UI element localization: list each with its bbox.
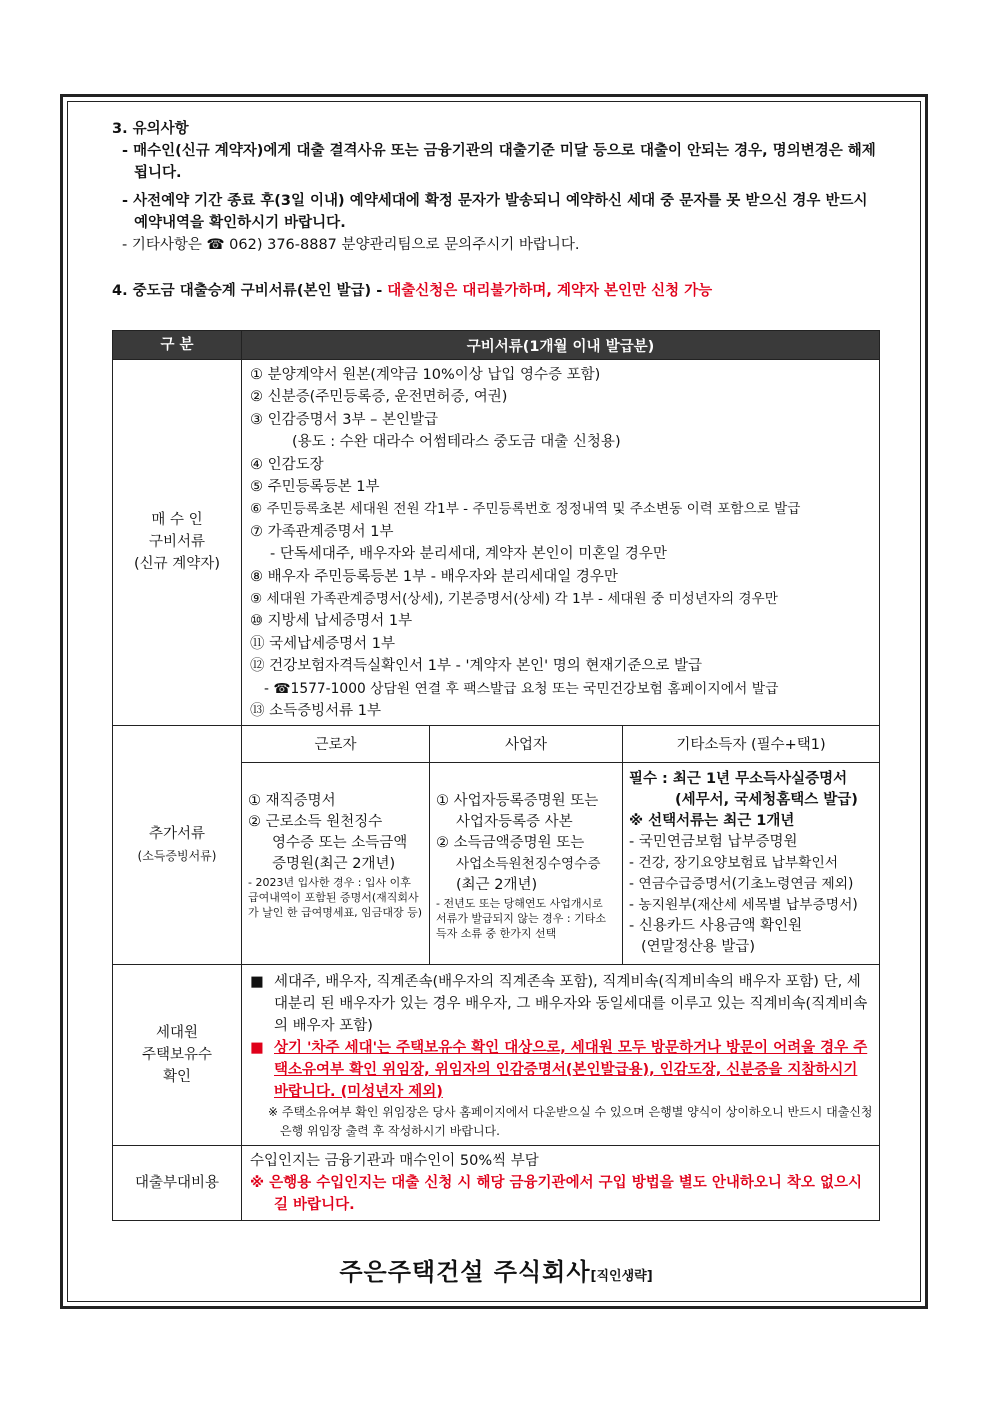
col-header-worker: 근로자	[242, 726, 430, 763]
notes-section	[112, 118, 880, 302]
note-1: - 매수인(신규 계약자)에게 대출 결격사유 또는 금융기관의 대출기준 미달 등으로 대출이 안되는 경우, 명의변경은 해제됩니다.	[122, 143, 876, 181]
col-header-other: 기타소득자 (필수+택1)	[623, 726, 880, 763]
income-documents	[242, 725, 880, 964]
list-item: ⑦ 가족관계증명서 1부	[250, 523, 394, 540]
loan-category: 대출부대비용	[113, 1145, 242, 1220]
household-note: ※ 주택소유여부 확인 위임장은 당사 홈페이지에서 다운받으실 수 있으며 은행별 양식이 상이하오니 반드시 대출신청 은행 위임장 출력 후 작성하시기 바랍니다.	[268, 1104, 873, 1138]
list-item: ⑪ 국세납세증명서 1부	[250, 635, 395, 652]
square-bullet-icon: ■	[250, 1039, 264, 1056]
list-item: ③ 인감증명서 3부 – 본인발급	[250, 411, 438, 428]
list-item: ⑨ 세대원 가족관계증명서(상세), 기본증명서(상세) 각 1부 - 세대원 중 미성년자의 경우만	[250, 591, 778, 608]
worker-docs: ① 재직증명서 ② 근로소득 원천징수 영수증 또는 소득금액 증명원(최근 2개년) - 2023년 입사한 경우 : 입사 이후 급여내역이 포함된 증명서(재직회사가 날인 한 급여명세표, 임금대장 등)	[242, 762, 430, 964]
list-item: ⑧ 배우자 주민등록등본 1부 - 배우자와 분리세대일 경우만	[250, 568, 618, 585]
household-documents: ■ 세대주, 배우자, 직계존속(배우자의 직계존속 포함), 직계비속(직계비속의 배우자 포함) 단, 세대분리 된 배우자가 있는 경우 배우자, 그 배우자와 동일세대를 이루고 있는 직계비속(직계비속의 배우자 포함) ■ 상기 '차주 세대'는 주택보유수 확인 대상으로, 세대원 모두 방문하거나 방문이 어려울 경우 주택소유여부 확인 위임장, 위임자의 인감증명서(본인발급용), 인감도장, 신분증을 지참하시기 바랍니다. (미성년자 제외) ※ 주택소유여부 확인 위임장은 당사 홈페이지에서 다운받으실 수 있으며 은행별 양식이 상이하오니 반드시 대출신청 은행 위임장 출력 후 작성하시기 바랍니다.	[242, 964, 880, 1145]
company-name: 주은주택건설 주식회사[직인생략]	[339, 1258, 653, 1286]
header-category: 구 분	[113, 331, 242, 360]
list-item: ② 신분증(주민등록증, 운전면허증, 여권)	[250, 389, 508, 406]
section3-title: 3. 유의사항	[112, 121, 189, 137]
list-item: ⑬ 소득증빙서류 1부	[250, 703, 381, 720]
loan-documents: 수입인지는 금융기관과 매수인이 50%씩 부담 ※ 은행용 수입인지는 대출 신청 시 해당 금융기관에서 구입 방법을 별도 안내하오니 착오 없으시길 바랍니다.	[242, 1145, 880, 1220]
buyer-category: 매 수 인 구비서류 (신규 계약자)	[113, 360, 242, 726]
list-item: ① 분양계약서 원본(계약금 10%이상 납입 영수증 포함)	[250, 367, 601, 383]
note-2: - 사전예약 기간 종료 후(3일 이내) 예약세대에 확정 문자가 발송되니 예약하신 세대 중 문자를 못 받으신 경우 반드시 예약내역을 확인하시기 바랍니다.	[122, 193, 868, 231]
income-category: 추가서류 (소득증빙서류)	[113, 725, 242, 964]
section4-warning: 대출신청은 대리불가하며, 계약자 본인만 신청 가능	[387, 283, 713, 299]
business-docs: ① 사업자등록증명원 또는 사업자등록증 사본 ② 소득금액증명원 또는 사업소득원천징수영수증 (최근 2개년) - 전년도 또는 당해연도 사업개시로 서류가 발급되지 않는 경우 : 기타소득자 소류 중 한가지 선택	[430, 762, 623, 964]
documents-table	[112, 330, 880, 1221]
list-item: - ☎1577-1000 상담원 연결 후 팩스발급 요청 또는 국민건강보험 홈페이지에서 발급	[264, 680, 779, 697]
seal-note: [직인생략]	[590, 1269, 653, 1284]
note-3: - 기타사항은 ☎ 062) 376-8887 분양관리팀으로 문의주시기 바랍니다.	[122, 237, 580, 253]
col-header-business: 사업자	[430, 726, 623, 763]
square-bullet-icon: ■	[250, 973, 264, 990]
list-item: - 단독세대주, 배우자와 분리세대, 계약자 본인이 미혼일 경우만	[270, 546, 667, 563]
header-documents: 구비서류(1개월 이내 발급분)	[242, 331, 880, 360]
list-item: ⑤ 주민등록등본 1부	[250, 479, 380, 496]
other-docs: 필수 : 최근 1년 무소득사실증명서 (세무서, 국세청홈택스 발급) ※ 선택서류는 최근 1개년 - 국민연금보험 납부증명원 - 건강, 장기요양보험료 납부확인서 - 연금수급증명서(기초노령연금 제외) - 농지원부(재산세 세목별 납부증명서) - 신용카드 사용금액 확인원 (연말정산용 발급)	[623, 762, 880, 964]
list-item: ⑫ 건강보험자격득실확인서 1부 - '계약자 본인' 명의 현재기준으로 발급	[250, 658, 702, 675]
household-category: 세대원 주택보유수 확인	[113, 964, 242, 1145]
section4-title: 4. 중도금 대출승계 구비서류(본인 발급) - 대출신청은 대리불가하며, 계약자 본인만 신청 가능	[112, 283, 713, 299]
list-item: (용도 : 수완 대라수 어썸테라스 중도금 대출 신청용)	[292, 434, 621, 451]
list-item: ⑩ 지방세 납세증명서 1부	[250, 613, 413, 630]
buyer-documents	[242, 360, 880, 726]
list-item: ⑥ 주민등록초본 세대원 전원 각1부 - 주민등록번호 정정내역 및 주소변동 이력 포함으로 발급	[250, 501, 801, 518]
list-item: ④ 인감도장	[250, 456, 324, 473]
